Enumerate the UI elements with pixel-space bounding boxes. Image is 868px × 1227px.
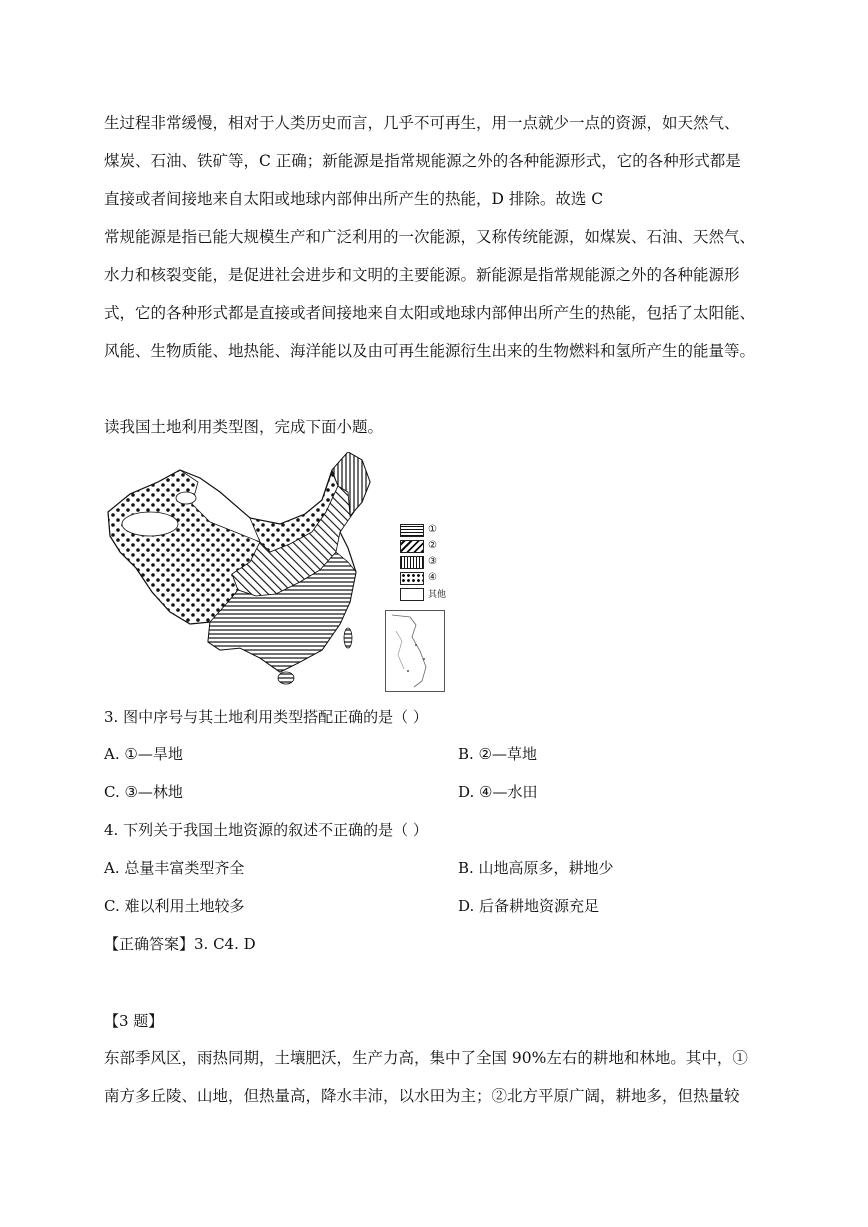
legend-swatch-3 (400, 556, 424, 569)
explanation-line-3: 直接或者间接地来自太阳或地球内部伸出所产生的热能，D 排除。故选 C (104, 190, 604, 208)
question-4-option-a[interactable]: A. 总量丰富类型齐全 (104, 859, 245, 877)
legend-swatch-4 (400, 572, 424, 585)
south-china-sea-inset (385, 610, 445, 692)
basin-blank-small (176, 492, 196, 504)
legend-swatch-2 (400, 540, 424, 553)
question-4-option-c[interactable]: C. 难以利用土地较多 (104, 897, 245, 915)
legend-label-1: ① (428, 524, 437, 535)
question-3-option-d[interactable]: D. ④—水田 (458, 783, 538, 801)
correct-answer: 【正确答案】3. C4. D (104, 935, 256, 953)
island-hainan (278, 672, 294, 684)
question-3-option-c[interactable]: C. ③—林地 (104, 783, 183, 801)
island-taiwan (344, 628, 352, 648)
analysis-line-2: 南方多丘陵、山地，但热量高，降水丰沛，以水田为主；②北方平原广阔，耕地多，但热量较 (104, 1087, 740, 1105)
question-3-option-b[interactable]: B. ②—草地 (458, 745, 538, 763)
explanation-line-1: 生过程非常缓慢，相对于人类历史而言，几乎不可再生，用一点就少一点的资源，如天然气、 (104, 114, 740, 132)
explanation-line-6: 式，它的各种形式都是直接或者间接地来自太阳或地球内部伸出所产生的热能，包括了太阳能、 (104, 304, 756, 322)
analysis-heading: 【3 题】 (104, 1012, 164, 1030)
land-use-map (100, 452, 460, 692)
legend-label-other: 其他 (428, 590, 447, 600)
explanation-line-4: 常规能源是指已能大规模生产和广泛利用的一次能源，又称传统能源，如煤炭、石油、天然气、 (104, 228, 756, 246)
explanation-line-5: 水力和核裂变能，是促进社会进步和文明的主要能源。新能源是指常规能源之外的各种能源形 (104, 266, 740, 284)
explanation-line-2: 煤炭、石油、铁矿等，C 正确；新能源是指常规能源之外的各种能源形式，它的各种形式都是 (104, 152, 741, 170)
analysis-line-1: 东部季风区，雨热同期，土壤肥沃，生产力高，集中了全国 90%左右的耕地和林地。其中，① (104, 1049, 748, 1067)
question-4-stem: 4. 下列关于我国土地资源的叙述不正确的是（ ） (104, 821, 428, 839)
question-3-stem: 3. 图中序号与其土地利用类型搭配正确的是（ ） (104, 708, 428, 726)
legend-label-2: ② (428, 540, 437, 551)
explanation-line-7: 风能、生物质能、地热能、海洋能以及由可再生能源衍生出来的生物燃料和氢所产生的能量等。 (104, 342, 756, 360)
question-4-option-b[interactable]: B. 山地高原多，耕地少 (458, 859, 614, 877)
legend-label-3: ③ (428, 556, 437, 567)
basin-blank (122, 512, 178, 536)
question-3-option-a[interactable]: A. ①—旱地 (104, 745, 183, 763)
legend-swatch-other (400, 588, 424, 601)
legend-label-4: ④ (428, 572, 437, 583)
legend-swatch-1 (400, 524, 424, 537)
intro-text: 读我国土地利用类型图，完成下面小题。 (104, 418, 384, 436)
question-4-option-d[interactable]: D. 后备耕地资源充足 (458, 897, 600, 915)
